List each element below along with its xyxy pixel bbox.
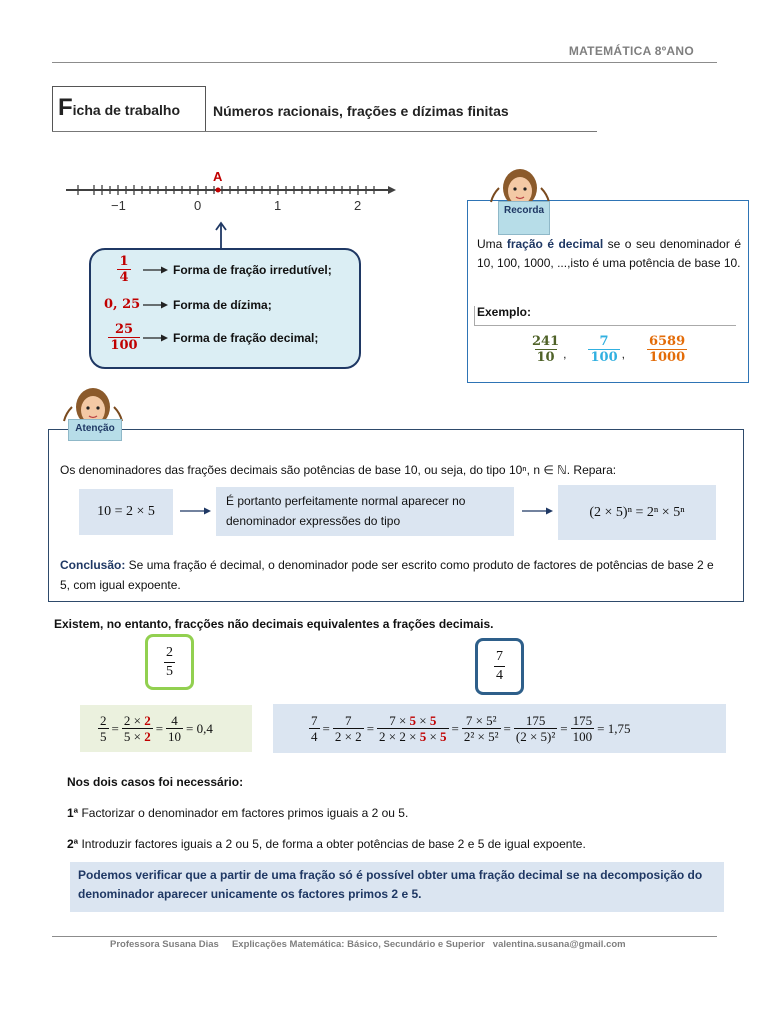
- conclusion-label: Conclusão:: [60, 558, 126, 572]
- form-row-decimal-number: [104, 297, 272, 312]
- conclusion-text: Conclusão: Se uma fração é decimal, o denominador pode ser escrito como produto de factores de potências de base 2 e 5, com igual expoente.: [60, 558, 714, 592]
- footer-divider: [52, 936, 717, 937]
- final-conclusion-box: Podemos verificar que a partir de uma fração só é possível obter uma fração decimal se na decomposição do denominador aparecer unicamente os factores primos 2 e 5.: [70, 862, 724, 912]
- decimal-fraction-highlight: fração é decimal: [506, 237, 604, 251]
- header-divider: [52, 62, 717, 63]
- header-title: MATEMÁTICA 8ºANO: [568, 44, 694, 58]
- explanation-box: É portanto perfeitamente normal aparecer no denominador expressões do tipo: [216, 487, 514, 536]
- tick-label-minus-1: −1: [111, 198, 126, 213]
- ficha-first-letter: F: [58, 94, 73, 121]
- point-a-label: A: [213, 169, 223, 184]
- ficha-underline: [52, 131, 597, 132]
- calc2-result: = 1,75: [597, 720, 631, 736]
- arrow-right-icon: [522, 505, 554, 517]
- calc1-result: = 0,4: [186, 720, 213, 736]
- equation-power: (2 × 5)ⁿ = 2ⁿ × 5ⁿ: [558, 485, 716, 540]
- decimal-value: 0, 25: [104, 297, 141, 312]
- ficha-label-rest: icha de trabalho: [72, 102, 181, 118]
- example-label: Exemplo:: [477, 305, 532, 319]
- fraction-25-100: $\frac{25}{100}$: [110, 322, 138, 353]
- example-fraction-7-100: $\frac{7}{100}$: [590, 334, 618, 365]
- form-label-decimal-fraction: Forma de fração decimal;: [173, 330, 319, 345]
- arrow-right-icon: [180, 505, 212, 517]
- arrow-up-icon: [214, 220, 228, 250]
- form-label-irreducible: Forma de fração irredutível;: [173, 262, 332, 277]
- tick-label-2: 2: [354, 198, 362, 213]
- example-box-2-5: $\frac{2}{5}$: [145, 634, 194, 690]
- step-1: 1ª Factorizar o denominador em factores primos iguais a 2 ou 5.: [67, 806, 409, 820]
- recorda-tag: Recorda: [498, 201, 550, 235]
- equation-10: 10 = 2 × 5: [79, 489, 173, 535]
- number-line: [60, 165, 400, 215]
- existem-text: Existem, no entanto, fracções não decimais equivalentes a frações decimais.: [54, 617, 494, 631]
- tick-label-0: 0: [194, 198, 202, 213]
- examples-row: $\frac{241}{10}$ , $\frac{7}{100}$ , $\frac{6589}{1000}$: [532, 334, 686, 365]
- fraction-1-4: $\frac{1}{4}$: [119, 254, 129, 285]
- form-label-decimal-number: Forma de dízima;: [173, 297, 272, 312]
- form-row-irreducible: [105, 254, 332, 285]
- atencao-intro: Os denominadores das frações decimais são potências de base 10, ou seja, do tipo 10ⁿ, n ∈ ℕ. Repara:: [60, 463, 617, 477]
- example-fraction-6589-1000: $\frac{6589}{1000}$: [648, 334, 686, 365]
- atencao-tag: Atenção: [68, 419, 122, 441]
- point-a-marker: [216, 188, 221, 193]
- calculation-7-4: $\frac{7}{4}$ = $\frac{7}{2 \times 2}$ = $\frac{7 \times 5 \times 5}{2 \times 2 \times 5 \times 5}$ = $\frac{\text{7 × 5²}}{\text{2² × 5²}}$ = $\frac{175}{\text{(2 × 5)²}}$ = $\frac{175}{100}$ = 1,75: [273, 704, 726, 753]
- arrow-right-icon: [143, 333, 169, 343]
- recorda-text: Uma fração é decimal se o seu denominador é 10, 100, 1000, ...,isto é uma potência de base 10.: [477, 237, 741, 270]
- ficha-label: [58, 94, 180, 122]
- arrow-right-icon: [143, 300, 169, 310]
- form-row-decimal-fraction: [105, 322, 318, 353]
- arrow-right-icon: [143, 265, 169, 275]
- example-fraction-241-10: $\frac{241}{10}$: [532, 334, 560, 365]
- example-box-7-4: $\frac{7}{4}$: [475, 638, 524, 695]
- calculation-2-5: $\frac{2}{5}$ = $\frac{2 \times 2}{5 \times 2}$ = $\frac{4}{10}$ = 0,4: [80, 705, 252, 752]
- worksheet-title: Números racionais, frações e dízimas finitas: [213, 103, 509, 119]
- footer-text: Professora Susana Dias Explicações Matemática: Básico, Secundário e Superior valentina.susana@gmail.com: [110, 939, 626, 950]
- step-2: 2ª Introduzir factores iguais a 2 ou 5, de forma a obter potências de base 2 e 5 de igual expoente.: [67, 837, 586, 851]
- steps-intro: Nos dois casos foi necessário:: [67, 775, 244, 789]
- tick-label-1: 1: [274, 198, 282, 213]
